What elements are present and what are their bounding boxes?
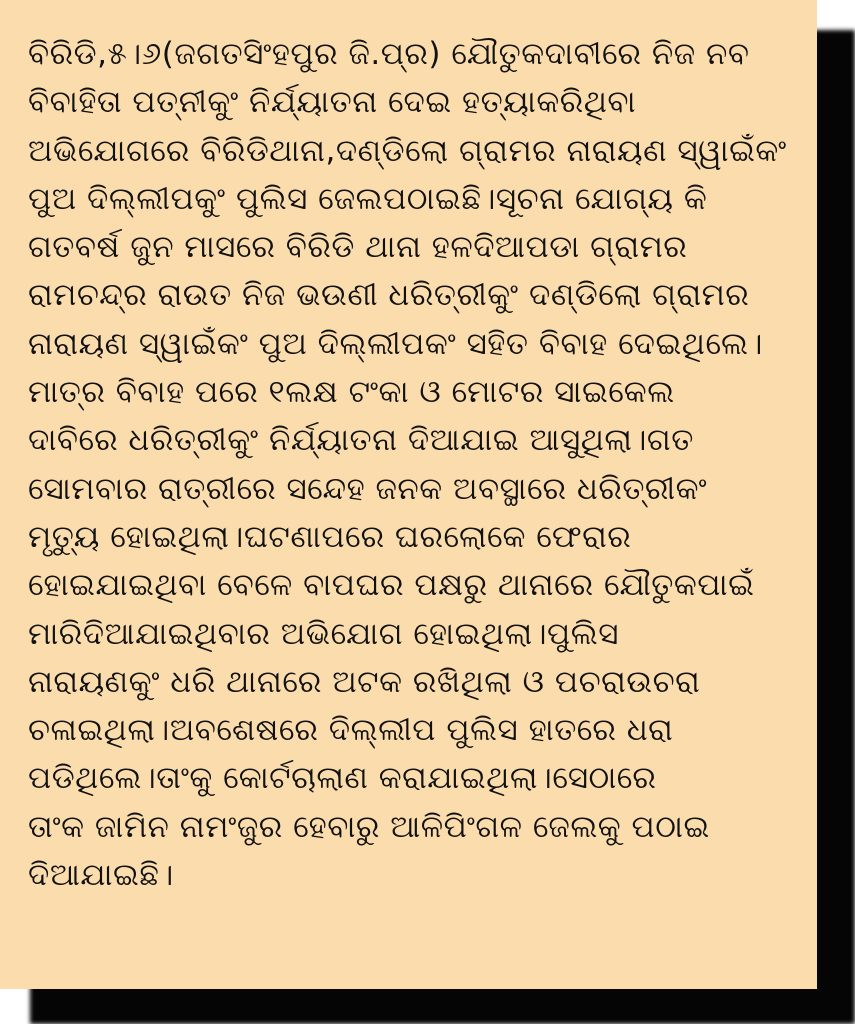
article-line-7: ନାରାୟଣ ସ୍ୱାଇଁକଂ ପୁଅ ଦିଲ୍ଲୀପକଂ ସହିତ ବିବାହ ଦେଇଥିଲେ। <box>28 325 763 362</box>
article-line-3: ଅଭିଯୋଗରେ ବିରିଡିଥାନା,ଦଣ୍ଡିଲୋ ଗ୍ରାମର ନାରାୟଣ ସ୍ୱାଇଁକଂ <box>28 132 787 169</box>
article-line-14: ନାରାୟଣକୁଂ ଧରି ଥାନାରେ ଅଟକ ରଖିଥିଲା ଓ ପଚରାଉଚରା <box>28 663 701 700</box>
article-line-15: ଚଳାଇଥିଲା।ଅବଶେଷରେ ଦିଲ୍ଲୀପ ପୁଲିସ ହାତରେ ଧରା <box>28 712 674 749</box>
article-line-6: ରାମଚନ୍ଦ୍ର ରାଉତ ନିଜ ଭଉଣୀ ଧରିତ୍ରୀକୁଂ ଦଣ୍ଡିଲୋ ଗ୍ରାମର <box>28 277 750 314</box>
article-line-8: ମାତ୍ର ବିବାହ ପରେ ୧ଲକ୍ଷ ଟଂକା ଓ ମୋଟର ସାଇକେଲ <box>28 374 675 411</box>
article-line-4: ପୁଅ ଦିଲ୍ଲୀପକୁଂ ପୁଲିସ ଜେଲପଠାଇଛି।ସୂଚନା ଯୋଗ୍ୟ କି <box>28 180 708 217</box>
article-line-13: ମାରିଦିଆଯାଇଥିବାର ଅଭିଯୋଗ ହୋଇଥିଲା।ପୁଲିସ <box>28 615 619 652</box>
article-line-17: ତାଂକ ଜାମିନ ନାମଂଜୁର ହେବାରୁ ଆଳିପିଂଗଳ ଜେଲକୁ ପଠାଇ <box>28 808 710 845</box>
article-text <box>28 30 797 899</box>
article-line-18: ଦିଆଯାଇଛି। <box>28 857 174 894</box>
article-line-10: ସୋମବାର ରାତ୍ରୀରେ ସନ୍ଦେହ ଜନକ ଅବସ୍ଥାରେ ଧରିତ୍ରୀକଂ <box>28 470 708 507</box>
article-line-5: ଗତବର୍ଷ ଜୁନ ମାସରେ ବିରିଡି ଥାନା ହଳଦିଆପଡା ଗ୍ରାମର <box>28 229 688 266</box>
article-line-12: ହୋଇଯାଇଥିବା ବେଳେ ବାପଘର ପକ୍ଷରୁ ଥାନାରେ ଯୌତୁକପାଇଁ <box>28 567 755 604</box>
article-line-11: ମୃତ୍ୟୁ ହୋଇଥିଲା।ଘଟଣାପରେ ଘରଲୋକେ ଫେରାର <box>28 518 632 555</box>
article-line-2: ବିବାହିତା ପତ୍ନୀକୁଂ ନିର୍ଯ୍ୟାତନା ଦେଇ ହତ୍ୟାକରିଥିବା <box>28 84 637 121</box>
article-line-9: ଦାବିରେ ଧରିତ୍ରୀକୁଂ ନିର୍ଯ୍ୟାତନା ଦିଆଯାଇ ଆସୁଥିଲା।ଗତ <box>28 422 694 459</box>
article-line-1: ବିରିଡି,୫।୬(ଜଗତସିଂହପୁର ଜି.ପ୍ର) ଯୌତୁକଦାବୀରେ ନିଜ ନବ <box>28 36 750 72</box>
article-line-16: ପଡିଥିଲେ।ତାଂକୁ କୋର୍ଟଚାଲାଣ କରାଯାଇଥିଲା।ସେଠାରେ <box>28 760 657 797</box>
